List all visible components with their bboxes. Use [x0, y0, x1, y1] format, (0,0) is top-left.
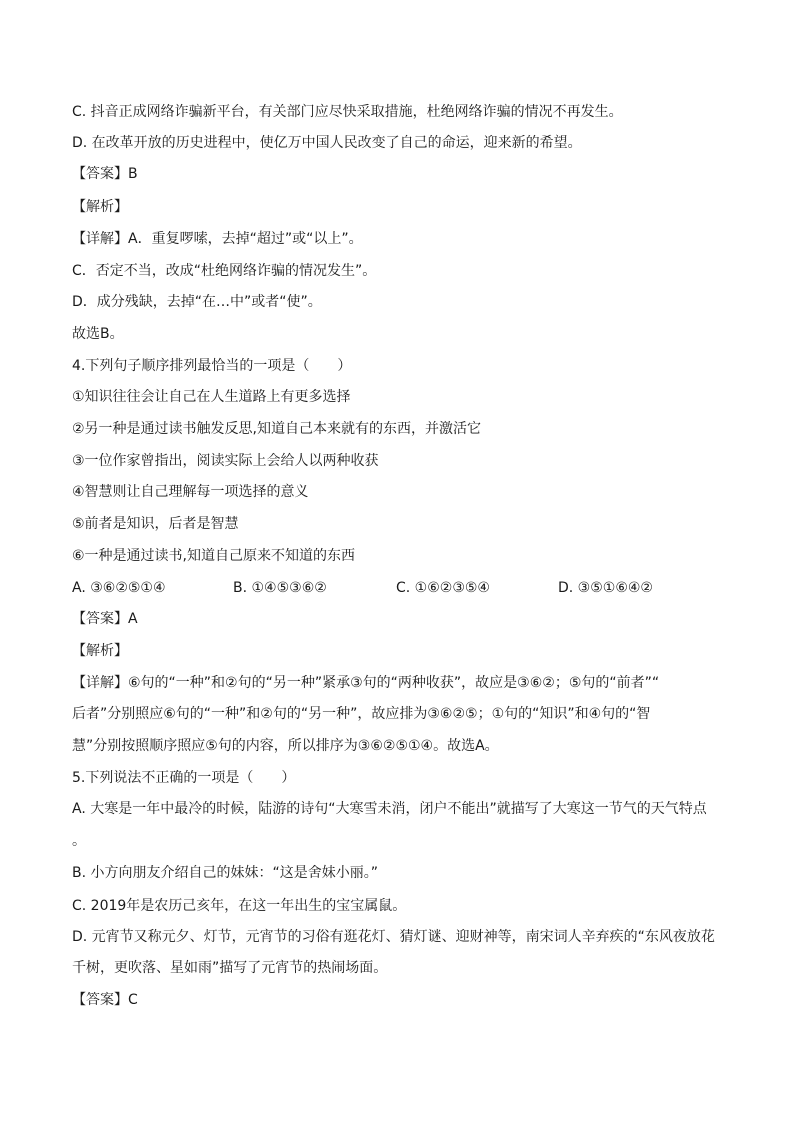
q5-option-d-line-1: D. 元宵节又称元夕、灯节，元宵节的习俗有逛花灯、猜灯谜、迎财神等，南宋词人辛弃疾的“东风夜放花	[72, 929, 715, 945]
q4-sentence-6: ⑥一种是通过读书,知道自己原来不知道的东西	[72, 548, 355, 564]
q4-analysis-heading: 【解析】	[72, 643, 128, 659]
q3-answer: 【答案】B	[72, 166, 138, 182]
q4-detail-line-2: 后者”分别照应⑥句的“一种”和②句的“另一种”，故应排为③⑥②⑤；①句的“知识”和④句的“智	[72, 706, 651, 722]
q5-option-c: C. 2019年是农历己亥年，在这一年出生的宝宝属鼠。	[72, 898, 407, 914]
q5-stem: 5.下列说法不正确的一项是（ ）	[72, 770, 296, 786]
q4-answer: 【答案】A	[72, 611, 138, 627]
q4-option-d: D. ③⑤①⑥④②	[558, 580, 653, 596]
q4-detail-line-1: 【详解】⑥句的“一种”和②句的“另一种”紧承③句的“两种收获”，故应是③⑥②；⑤句的“前者”“	[72, 675, 660, 691]
q4-sentence-2: ②另一种是通过读书触发反思,知道自己本来就有的东西，并激活它	[72, 421, 481, 437]
q3-detail-d: D．成分残缺，去掉“在…中”或者“使”。	[72, 294, 322, 310]
q4-option-c: C. ①⑥②③⑤④	[396, 580, 490, 596]
q3-detail-c: C．否定不当，改成“杜绝网络诈骗的情况发生”。	[72, 263, 377, 279]
q4-option-a: A. ③⑥②⑤①④	[72, 580, 166, 596]
q3-detail-a: 【详解】A．重复啰嗦，去掉“超过”或“以上”。	[72, 231, 363, 247]
q5-option-a-line-1: A. 大寒是一年中最冷的时候，陆游的诗句“大寒雪未消，闭户不能出”就描写了大寒这一节气的天气特点	[72, 801, 707, 817]
q5-answer: 【答案】C	[72, 992, 138, 1008]
q3-option-d: D. 在改革开放的历史进程中，使亿万中国人民改变了自己的命运，迎来新的希望。	[72, 135, 582, 151]
q3-option-c: C. 抖音正成网络诈骗新平台，有关部门应尽快采取措施，杜绝网络诈骗的情况不再发生。	[72, 104, 623, 120]
q4-sentence-1: ①知识往往会让自己在人生道路上有更多选择	[72, 389, 351, 405]
q4-detail-line-3: 慧”分别按照顺序照应⑤句的内容，所以排序为③⑥②⑤①④。故选A。	[72, 738, 499, 754]
q3-conclusion: 故选B。	[72, 326, 124, 342]
q4-option-b: B. ①④⑤③⑥②	[233, 580, 327, 596]
q3-analysis-heading: 【解析】	[72, 199, 128, 215]
q4-sentence-4: ④智慧则让自己理解每一项选择的意义	[72, 484, 309, 500]
q4-sentence-5: ⑤前者是知识，后者是智慧	[72, 516, 239, 532]
q5-option-b: B. 小方向朋友介绍自己的妹妹：“这是舍妹小丽。”	[72, 865, 379, 881]
q5-option-a-line-2: 。	[72, 833, 86, 849]
q4-stem: 4.下列句子顺序排列最恰当的一项是（ ）	[72, 358, 352, 374]
q5-option-d-line-2: 千树，更吹落、星如雨”描写了元宵节的热闹场面。	[72, 960, 388, 976]
q4-sentence-3: ③一位作家曾指出，阅读实际上会给人以两种收获	[72, 453, 379, 469]
